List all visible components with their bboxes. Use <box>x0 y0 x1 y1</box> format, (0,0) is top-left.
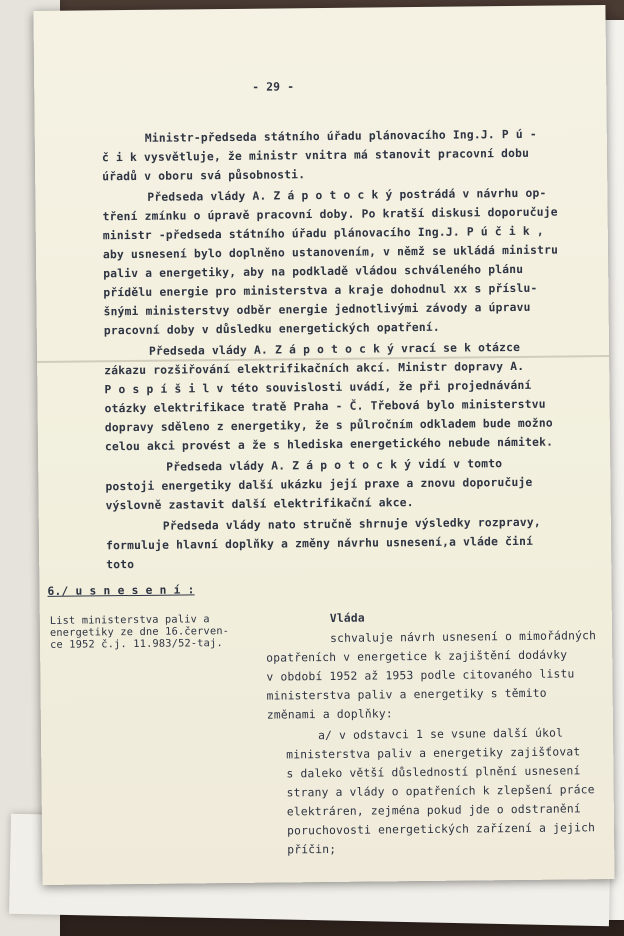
resolution-line: elektráren, zejména pokud jde o odstranění <box>286 802 581 819</box>
resolution-line: schvaluje návrh usnesení o mimořádných <box>329 629 597 645</box>
resolution-line: opatřeních v energetice k zajištění dodávky <box>266 648 568 665</box>
resolution-line: strany a vlády o opatřeních k zlepšení práce <box>286 783 595 800</box>
resolution-line: v období 1952 až 1953 podle citovaného listu <box>266 667 575 684</box>
text-line: paliv a energetiky, aby na podkladě vládou schváleného plánu <box>103 262 524 281</box>
text-line: P o s p í š i l v této souvislosti uvádí, že při projednávání <box>104 378 532 397</box>
page-number: - 29 - <box>252 80 295 94</box>
sidebar-reference-line: ce 1952 č.j. 11.983/52-taj. <box>50 637 223 651</box>
section-heading-text: 6./ u s n e s e n í : <box>47 583 195 598</box>
text-line: Předseda vlády nato stručně shrnuje výsledky rozpravy, <box>162 515 541 533</box>
text-line: Ministr-předseda státního úřadu plánovacího Ing.J. P ú - <box>144 127 537 145</box>
text-line: toto <box>106 557 135 572</box>
resolution-line: příčin; <box>287 842 337 857</box>
text-line: tření zmínku o úpravě pracovní doby. Po kratší diskusi doporučuje <box>102 205 558 224</box>
resolution-line: poruchovosti energetických zařízení a jejich <box>286 821 596 838</box>
text-line: aby usnesení bylo doplněno ustanovením, v němž se ukládá ministru <box>102 243 559 262</box>
text-line: formuluje hlavní doplňky a změny návrhu usnesení,a vláde činí <box>105 534 534 553</box>
section-heading <box>47 583 194 599</box>
text-line: dopravy sděleno z energetiky, že s půlročním odkladem bude možno <box>104 416 553 435</box>
resolution-line: změnami a doplňky: <box>266 707 393 722</box>
resolution-line: ministerstva paliv a energetiky zajišťovat <box>286 745 581 762</box>
document-page <box>33 5 614 885</box>
text-line: ministr -předseda státního úřadu plánovacího Ing.J. P ú č i k , <box>102 224 544 243</box>
sidebar-reference-line: List ministerstva paliv a <box>49 613 210 627</box>
text-line: Předseda vlády A. Z á p o t o c k ý vrací se k otázce <box>148 340 521 358</box>
resolution-line: a/ v odstavci 1 se vsune další úkol <box>317 726 564 743</box>
resolution-title: Vláda <box>329 611 365 625</box>
text-line: celou akci provést a že s hlediska energetického nebude námitek. <box>104 435 554 454</box>
text-line: pracovní doby v důsledku energetických opatření. <box>103 320 440 338</box>
text-line: výslovně zastavit další elektrifikační akce. <box>105 496 414 513</box>
resolution-line: s daleko větší důsledností plnění usnesení <box>286 764 581 781</box>
text-line: zákazu rozšiřování elektrifikačních akcí. Ministr dopravy A. <box>104 359 525 378</box>
text-line: otázky elektrifikace tratě Praha - Č. Třebová bylo ministerstvu <box>104 397 546 416</box>
text-line: přídělu energie pro ministerstva a kraje dohodnul xx s příslu- <box>103 281 538 300</box>
text-line: šnými ministerstvy odběr energie jednotlivými závody a úpravu <box>103 300 531 319</box>
sidebar-reference-line: energetiky ze dne 16.červen- <box>49 625 230 639</box>
text-line: postoji energetiky další ukázku její praxe a znovu doporučuje <box>105 475 533 494</box>
text-line: úřadů v oboru svá působnosti. <box>102 168 306 184</box>
text-line: Předseda vlády A. Z á p o t o c k ý vidí v tomto <box>166 457 503 474</box>
resolution-line: ministerstva paliv a energetiky s těmito <box>266 686 547 703</box>
text-line: č i k vysvětluje, že ministr vnitra má stanovit pracovní dobu <box>101 146 530 165</box>
text-line: Předseda vlády A. Z á p o t o c k ý postrádá v návrhu op- <box>147 186 547 204</box>
